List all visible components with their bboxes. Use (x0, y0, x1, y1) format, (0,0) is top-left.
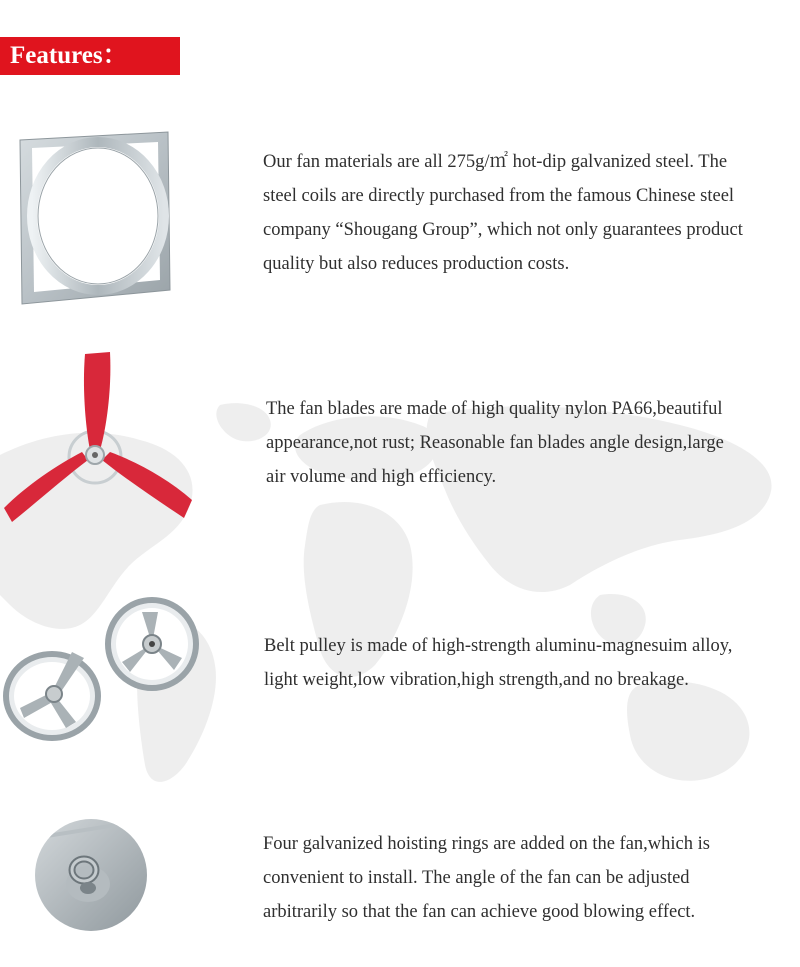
features-header (0, 37, 180, 75)
feature-1-line-2: steel coils are directly purchased from the famous Chinese steel (263, 186, 735, 206)
feature-4-line-2: convenient to install. The angle of the fan can be adjusted (263, 868, 690, 888)
fan-frame-icon (18, 130, 173, 308)
features-title-colon: ： (102, 42, 128, 69)
feature-4-line-3: arbitrarily so that the fan can achieve good blowing effect. (263, 902, 696, 922)
feature-2-line-3: air volume and high efficiency. (266, 467, 497, 487)
features-title: Features (10, 42, 103, 69)
fan-blades-icon (2, 350, 197, 525)
feature-1-line-4: quality but also reduces production costs. (263, 254, 570, 274)
feature-2-line-1: The fan blades are made of high quality nylon PA66,beautiful (266, 399, 723, 419)
feature-text-3 (264, 629, 732, 697)
hoisting-ring-icon (34, 818, 148, 932)
feature-text-2 (266, 392, 724, 494)
feature-text-4 (263, 827, 710, 929)
feature-text-1 (263, 145, 743, 281)
feature-1-line-1: Our fan materials are all 275g/㎡ hot-dip galvanized steel. The (263, 152, 728, 172)
belt-pulley-icon (2, 596, 200, 746)
feature-2-line-2: appearance,not rust; Reasonable fan blades angle design,large (266, 433, 724, 453)
feature-1-line-3: company “Shougang Group”, which not only guarantees product (263, 220, 743, 240)
feature-3-line-1: Belt pulley is made of high-strength aluminu-magnesuim alloy, (264, 636, 733, 656)
feature-3-line-2: light weight,low vibration,high strength,and no breakage. (264, 670, 689, 690)
feature-4-line-1: Four galvanized hoisting rings are added on the fan,which is (263, 834, 710, 854)
